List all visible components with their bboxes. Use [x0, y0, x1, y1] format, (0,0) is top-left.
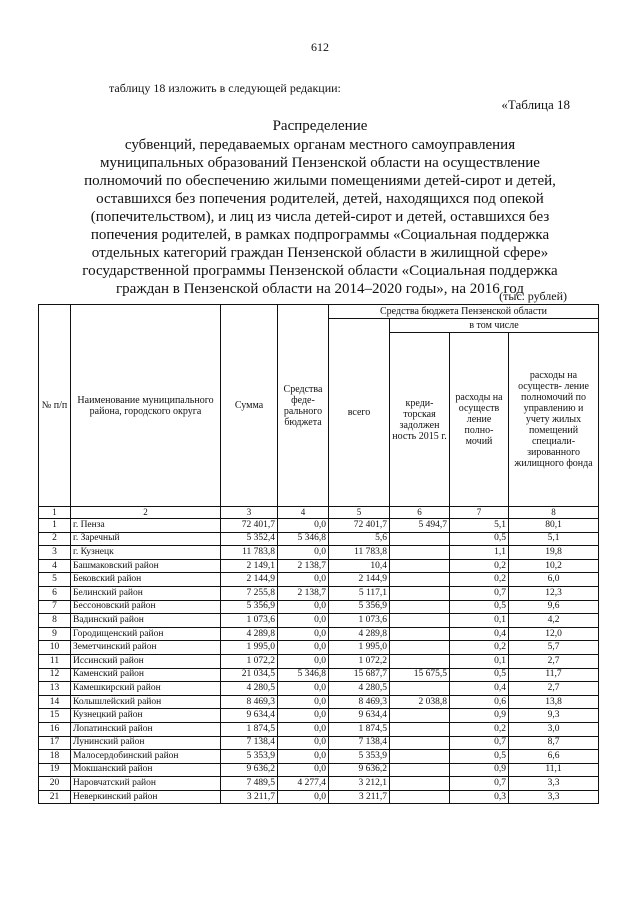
cell-expenses: 0,5 — [450, 750, 509, 764]
cell-number: 13 — [39, 682, 71, 696]
cell-federal: 4 277,4 — [278, 777, 329, 791]
cell-expenses: 0,1 — [450, 654, 509, 668]
cell-district-name: г. Пенза — [71, 519, 221, 533]
cell-total: 9 634,4 — [329, 709, 390, 723]
table-row — [39, 600, 599, 614]
cell-expenses: 0,9 — [450, 709, 509, 723]
header-name: Наименование муниципального района, городского округа — [71, 305, 221, 507]
cell-sum: 1 072,2 — [221, 654, 278, 668]
header-federal: Средства феде- рального бюджета — [278, 305, 329, 507]
cell-number: 2 — [39, 532, 71, 546]
cell-federal: 0,0 — [278, 695, 329, 709]
title-line: государственной программы Пензенской области «Социальная поддержка — [82, 263, 558, 279]
header-including: в том числе — [390, 319, 599, 333]
cell-total: 72 401,7 — [329, 519, 390, 533]
cell-expenses: 0,1 — [450, 614, 509, 628]
column-index-row — [39, 507, 599, 519]
table-row — [39, 614, 599, 628]
cell-district-name: г. Заречный — [71, 532, 221, 546]
cell-total: 3 211,7 — [329, 790, 390, 804]
title-line: граждан в Пензенской области на 2014–2020 годы», на 2016 год — [116, 281, 524, 297]
cell-management: 80,1 — [509, 519, 599, 533]
cell-district-name: Колышлейский район — [71, 695, 221, 709]
cell-federal: 0,0 — [278, 682, 329, 696]
table-row — [39, 750, 599, 764]
cell-debt: 2 038,8 — [390, 695, 450, 709]
cell-sum: 2 144,9 — [221, 573, 278, 587]
cell-expenses: 0,3 — [450, 790, 509, 804]
cell-management: 3,3 — [509, 790, 599, 804]
cell-sum: 11 783,8 — [221, 546, 278, 560]
cell-number: 20 — [39, 777, 71, 791]
table-row — [39, 627, 599, 641]
table-row — [39, 641, 599, 655]
table-row — [39, 668, 599, 682]
cell-district-name: Иссинский район — [71, 654, 221, 668]
cell-expenses: 0,2 — [450, 573, 509, 587]
cell-debt — [390, 586, 450, 600]
cell-district-name: Кузнецкий район — [71, 709, 221, 723]
cell-management: 2,7 — [509, 654, 599, 668]
cell-total: 5 356,9 — [329, 600, 390, 614]
cell-management: 3,0 — [509, 722, 599, 736]
cell-sum: 9 636,2 — [221, 763, 278, 777]
intro-text: таблицу 18 изложить в следующей редакции: — [109, 81, 341, 95]
cell-federal: 0,0 — [278, 709, 329, 723]
cell-expenses: 0,4 — [450, 682, 509, 696]
cell-number: 11 — [39, 654, 71, 668]
title-line: попечения родителей, в рамках подпрограммы «Социальная поддержка — [90, 227, 550, 243]
cell-management: 9,6 — [509, 600, 599, 614]
units-label: (тыс. рублей) — [499, 289, 567, 303]
cell-debt — [390, 750, 450, 764]
cell-management: 8,7 — [509, 736, 599, 750]
cell-number: 12 — [39, 668, 71, 682]
cell-debt: 5 494,7 — [390, 519, 450, 533]
cell-total: 9 636,2 — [329, 763, 390, 777]
header-expenses: расходы на осуществ ление полно- мочий — [450, 333, 509, 507]
cell-number: 8 — [39, 614, 71, 628]
cell-management: 13,8 — [509, 695, 599, 709]
column-index-cell: 2 — [71, 507, 221, 519]
column-index-cell: 6 — [390, 507, 450, 519]
cell-number: 7 — [39, 600, 71, 614]
cell-management: 19,8 — [509, 546, 599, 560]
cell-number: 15 — [39, 709, 71, 723]
cell-expenses: 0,2 — [450, 641, 509, 655]
table-row — [39, 519, 599, 533]
cell-district-name: Малосердобинский район — [71, 750, 221, 764]
cell-number: 3 — [39, 546, 71, 560]
cell-sum: 9 634,4 — [221, 709, 278, 723]
table-row — [39, 790, 599, 804]
table-reference: «Таблица 18 — [501, 97, 570, 112]
header-debt: креди- торская задолжен ность 2015 г. — [390, 333, 450, 507]
cell-management: 5,7 — [509, 641, 599, 655]
cell-total: 5,6 — [329, 532, 390, 546]
cell-management: 11,1 — [509, 763, 599, 777]
cell-number: 5 — [39, 573, 71, 587]
header-total: всего — [329, 319, 390, 507]
cell-debt — [390, 777, 450, 791]
cell-number: 10 — [39, 641, 71, 655]
document-heading: Распределение — [272, 118, 368, 134]
cell-debt — [390, 546, 450, 560]
cell-total: 3 212,1 — [329, 777, 390, 791]
cell-debt — [390, 559, 450, 573]
table-row — [39, 682, 599, 696]
column-index-cell: 1 — [39, 507, 71, 519]
cell-district-name: Городищенский район — [71, 627, 221, 641]
cell-federal: 5 346,8 — [278, 532, 329, 546]
cell-federal: 0,0 — [278, 573, 329, 587]
cell-sum: 4 289,8 — [221, 627, 278, 641]
header-number: № п/п — [39, 305, 71, 507]
cell-sum: 4 280,5 — [221, 682, 278, 696]
cell-federal: 2 138,7 — [278, 586, 329, 600]
cell-sum: 72 401,7 — [221, 519, 278, 533]
cell-management: 9,3 — [509, 709, 599, 723]
title-line: оставшихся без попечения родителей, детей, находящихся под опекой — [96, 191, 544, 207]
cell-number: 6 — [39, 586, 71, 600]
cell-number: 1 — [39, 519, 71, 533]
title-line: субвенций, передаваемых органам местного самоуправления — [124, 137, 516, 153]
title-line: (попечительством), и лиц из числа детей-сирот и детей, оставшихся без — [90, 209, 550, 225]
cell-federal: 0,0 — [278, 722, 329, 736]
cell-expenses: 0,7 — [450, 586, 509, 600]
cell-total: 4 289,8 — [329, 627, 390, 641]
table-body — [39, 519, 599, 804]
cell-federal: 2 138,7 — [278, 559, 329, 573]
cell-total: 1 874,5 — [329, 722, 390, 736]
cell-expenses: 0,2 — [450, 722, 509, 736]
cell-federal: 0,0 — [278, 654, 329, 668]
cell-district-name: г. Кузнецк — [71, 546, 221, 560]
cell-district-name: Каменский район — [71, 668, 221, 682]
cell-number: 9 — [39, 627, 71, 641]
cell-management: 3,3 — [509, 777, 599, 791]
cell-management: 2,7 — [509, 682, 599, 696]
cell-federal: 0,0 — [278, 519, 329, 533]
cell-management: 5,1 — [509, 532, 599, 546]
cell-management: 12,0 — [509, 627, 599, 641]
cell-sum: 1 874,5 — [221, 722, 278, 736]
cell-federal: 0,0 — [278, 790, 329, 804]
cell-district-name: Земетчинский район — [71, 641, 221, 655]
cell-expenses: 1,1 — [450, 546, 509, 560]
cell-expenses: 0,7 — [450, 736, 509, 750]
cell-federal: 0,0 — [278, 600, 329, 614]
cell-debt — [390, 600, 450, 614]
cell-expenses: 0,2 — [450, 559, 509, 573]
cell-total: 5 117,1 — [329, 586, 390, 600]
table-row — [39, 763, 599, 777]
cell-sum: 5 352,4 — [221, 532, 278, 546]
cell-debt — [390, 709, 450, 723]
column-index-cell: 5 — [329, 507, 390, 519]
cell-federal: 0,0 — [278, 614, 329, 628]
table-row — [39, 709, 599, 723]
cell-federal: 5 346,8 — [278, 668, 329, 682]
cell-total: 8 469,3 — [329, 695, 390, 709]
cell-expenses: 0,4 — [450, 627, 509, 641]
cell-federal: 0,0 — [278, 763, 329, 777]
cell-sum: 8 469,3 — [221, 695, 278, 709]
cell-expenses: 5,1 — [450, 519, 509, 533]
cell-debt — [390, 627, 450, 641]
cell-federal: 0,0 — [278, 641, 329, 655]
cell-total: 15 687,7 — [329, 668, 390, 682]
cell-district-name: Бессоновский район — [71, 600, 221, 614]
table-row — [39, 559, 599, 573]
cell-sum: 7 138,4 — [221, 736, 278, 750]
column-index-cell: 8 — [509, 507, 599, 519]
table-row — [39, 573, 599, 587]
cell-expenses: 0,6 — [450, 695, 509, 709]
cell-total: 4 280,5 — [329, 682, 390, 696]
cell-sum: 1 073,6 — [221, 614, 278, 628]
cell-district-name: Бековский район — [71, 573, 221, 587]
cell-sum: 5 353,9 — [221, 750, 278, 764]
cell-district-name: Лунинский район — [71, 736, 221, 750]
column-index-cell: 4 — [278, 507, 329, 519]
cell-debt — [390, 614, 450, 628]
cell-management: 12,3 — [509, 586, 599, 600]
cell-management: 10,2 — [509, 559, 599, 573]
cell-debt — [390, 682, 450, 696]
cell-debt — [390, 763, 450, 777]
cell-expenses: 0,7 — [450, 777, 509, 791]
cell-total: 11 783,8 — [329, 546, 390, 560]
cell-total: 5 353,9 — [329, 750, 390, 764]
cell-sum: 3 211,7 — [221, 790, 278, 804]
cell-district-name: Наровчатский район — [71, 777, 221, 791]
cell-management: 11,7 — [509, 668, 599, 682]
cell-federal: 0,0 — [278, 627, 329, 641]
cell-debt: 15 675,5 — [390, 668, 450, 682]
cell-sum: 5 356,9 — [221, 600, 278, 614]
cell-district-name: Вадинский район — [71, 614, 221, 628]
cell-number: 4 — [39, 559, 71, 573]
cell-sum: 1 995,0 — [221, 641, 278, 655]
cell-total: 7 138,4 — [329, 736, 390, 750]
header-sum: Сумма — [221, 305, 278, 507]
cell-district-name: Неверкинский район — [71, 790, 221, 804]
cell-expenses: 0,5 — [450, 600, 509, 614]
cell-total: 1 073,6 — [329, 614, 390, 628]
table-row — [39, 532, 599, 546]
cell-management: 4,2 — [509, 614, 599, 628]
cell-total: 10,4 — [329, 559, 390, 573]
header-management: расходы на осуществ- ление полномочий по управлению и учету жилых помещений специали- зированного жилищного фонда — [509, 333, 599, 507]
cell-district-name: Камешкирский район — [71, 682, 221, 696]
cell-number: 14 — [39, 695, 71, 709]
title-line: муниципальных образований Пензенской области на осуществление — [100, 155, 540, 171]
column-index-cell: 7 — [450, 507, 509, 519]
table-row — [39, 777, 599, 791]
cell-expenses: 0,5 — [450, 668, 509, 682]
cell-sum: 21 034,5 — [221, 668, 278, 682]
title-line: полномочий по обеспечению жилыми помещениями детей-сирот и детей, — [84, 173, 556, 189]
subvention-table — [38, 304, 599, 804]
cell-district-name: Белинский район — [71, 586, 221, 600]
cell-federal: 0,0 — [278, 750, 329, 764]
cell-sum: 7 489,5 — [221, 777, 278, 791]
cell-debt — [390, 641, 450, 655]
cell-number: 19 — [39, 763, 71, 777]
cell-sum: 7 255,8 — [221, 586, 278, 600]
cell-debt — [390, 654, 450, 668]
cell-total: 1 072,2 — [329, 654, 390, 668]
table-row — [39, 722, 599, 736]
cell-sum: 2 149,1 — [221, 559, 278, 573]
cell-debt — [390, 722, 450, 736]
cell-number: 21 — [39, 790, 71, 804]
table-row — [39, 546, 599, 560]
cell-district-name: Лопатинский район — [71, 722, 221, 736]
cell-district-name: Мокшанский район — [71, 763, 221, 777]
cell-debt — [390, 790, 450, 804]
header-regional-budget: Средства бюджета Пензенской области — [329, 305, 599, 319]
cell-district-name: Башмаковский район — [71, 559, 221, 573]
table-row — [39, 695, 599, 709]
cell-management: 6,6 — [509, 750, 599, 764]
table-row — [39, 586, 599, 600]
page-number: 612 — [311, 40, 329, 54]
cell-federal: 0,0 — [278, 736, 329, 750]
document-title — [70, 136, 570, 298]
cell-debt — [390, 532, 450, 546]
cell-number: 17 — [39, 736, 71, 750]
cell-number: 16 — [39, 722, 71, 736]
cell-debt — [390, 736, 450, 750]
cell-expenses: 0,9 — [450, 763, 509, 777]
cell-debt — [390, 573, 450, 587]
cell-number: 18 — [39, 750, 71, 764]
title-line: отдельных категорий граждан Пензенской области в жилищной сфере» — [91, 245, 549, 261]
cell-total: 1 995,0 — [329, 641, 390, 655]
cell-total: 2 144,9 — [329, 573, 390, 587]
cell-federal: 0,0 — [278, 546, 329, 560]
cell-management: 6,0 — [509, 573, 599, 587]
cell-expenses: 0,5 — [450, 532, 509, 546]
table-row — [39, 736, 599, 750]
table-row — [39, 654, 599, 668]
column-index-cell: 3 — [221, 507, 278, 519]
